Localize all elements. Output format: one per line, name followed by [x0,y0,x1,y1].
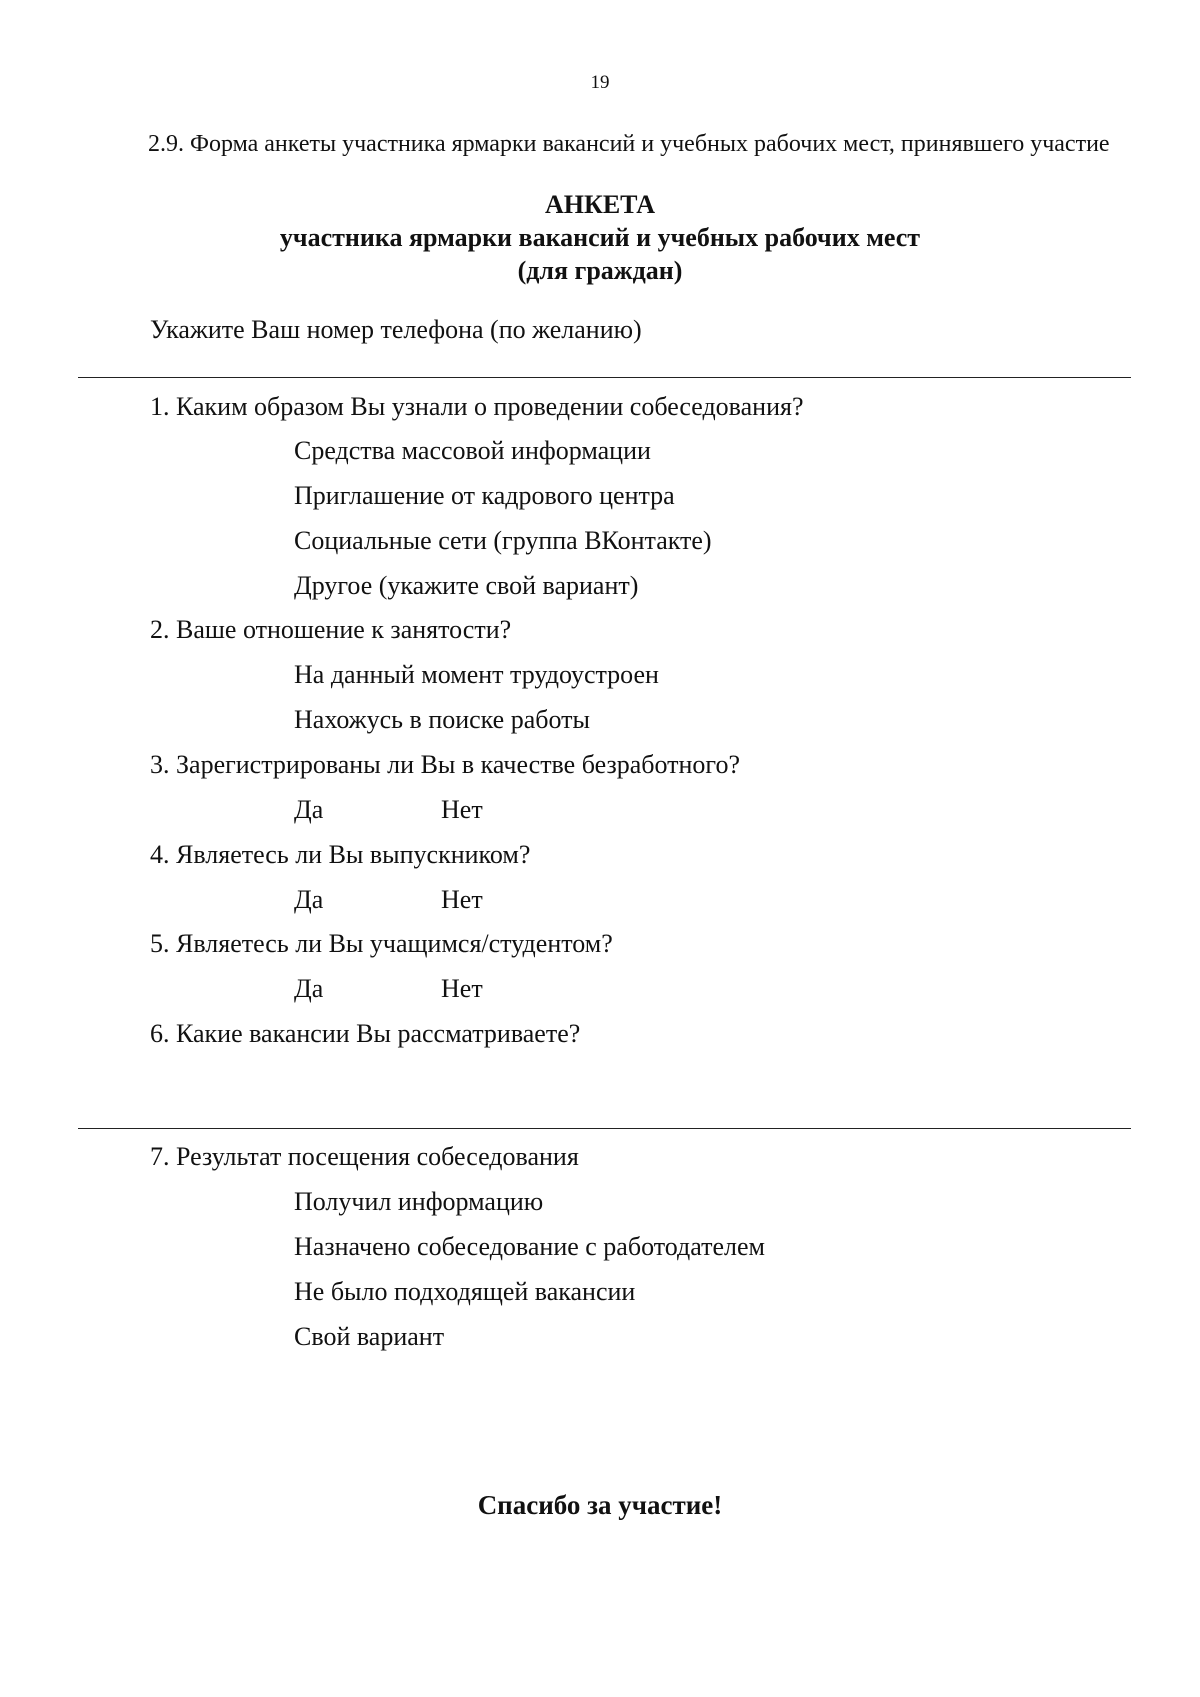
q4-option-no[interactable]: Нет [441,885,483,914]
question-7: 7. Результат посещения собеседования [150,1142,579,1171]
phone-prompt: Укажите Ваш номер телефона (по желанию) [150,315,642,344]
page-number: 19 [590,72,610,93]
q2-option-2[interactable]: Нахожусь в поиске работы [294,705,590,734]
title-line-3: (для граждан) [517,256,683,285]
q3-option-yes[interactable]: Да [294,795,324,824]
q7-option-3[interactable]: Не было подходящей вакансии [294,1277,636,1306]
q1-option-4[interactable]: Другое (укажите свой вариант) [294,571,639,600]
q2-option-1[interactable]: На данный момент трудоустроен [294,660,659,689]
question-1: 1. Каким образом Вы узнали о проведении собеседования? [150,392,804,421]
thanks-message: Спасибо за участие! [477,1490,723,1520]
title-line-2: участника ярмарки вакансий и учебных рабочих мест [279,223,921,252]
q5-option-yes[interactable]: Да [294,974,324,1003]
q1-option-2[interactable]: Приглашение от кадрового центра [294,481,675,510]
q4-option-yes[interactable]: Да [294,885,324,914]
question-3: 3. Зарегистрированы ли Вы в качестве безработного? [150,750,740,779]
q1-option-3[interactable]: Социальные сети (группа ВКонтакте) [294,526,712,555]
vacancies-answer-line[interactable] [78,1128,1131,1129]
q3-option-no[interactable]: Нет [441,795,483,824]
q7-option-1[interactable]: Получил информацию [294,1187,544,1216]
q7-option-4[interactable]: Свой вариант [294,1322,445,1351]
title-line-1: АНКЕТА [544,190,656,219]
question-2: 2. Ваше отношение к занятости? [150,615,512,644]
phone-answer-line[interactable] [78,377,1131,378]
q7-option-2[interactable]: Назначено собеседование с работодателем [294,1232,765,1261]
question-5: 5. Являетесь ли Вы учащимся/студентом? [150,929,613,958]
q1-option-1[interactable]: Средства массовой информации [294,436,651,465]
question-6: 6. Какие вакансии Вы рассматриваете? [150,1019,581,1048]
q5-option-no[interactable]: Нет [441,974,483,1003]
question-4: 4. Являетесь ли Вы выпускником? [150,840,531,869]
form-title [0,188,1200,287]
section-intro: 2.9. Форма анкеты участника ярмарки вакансий и учебных рабочих мест, принявшего участие [148,131,1110,157]
